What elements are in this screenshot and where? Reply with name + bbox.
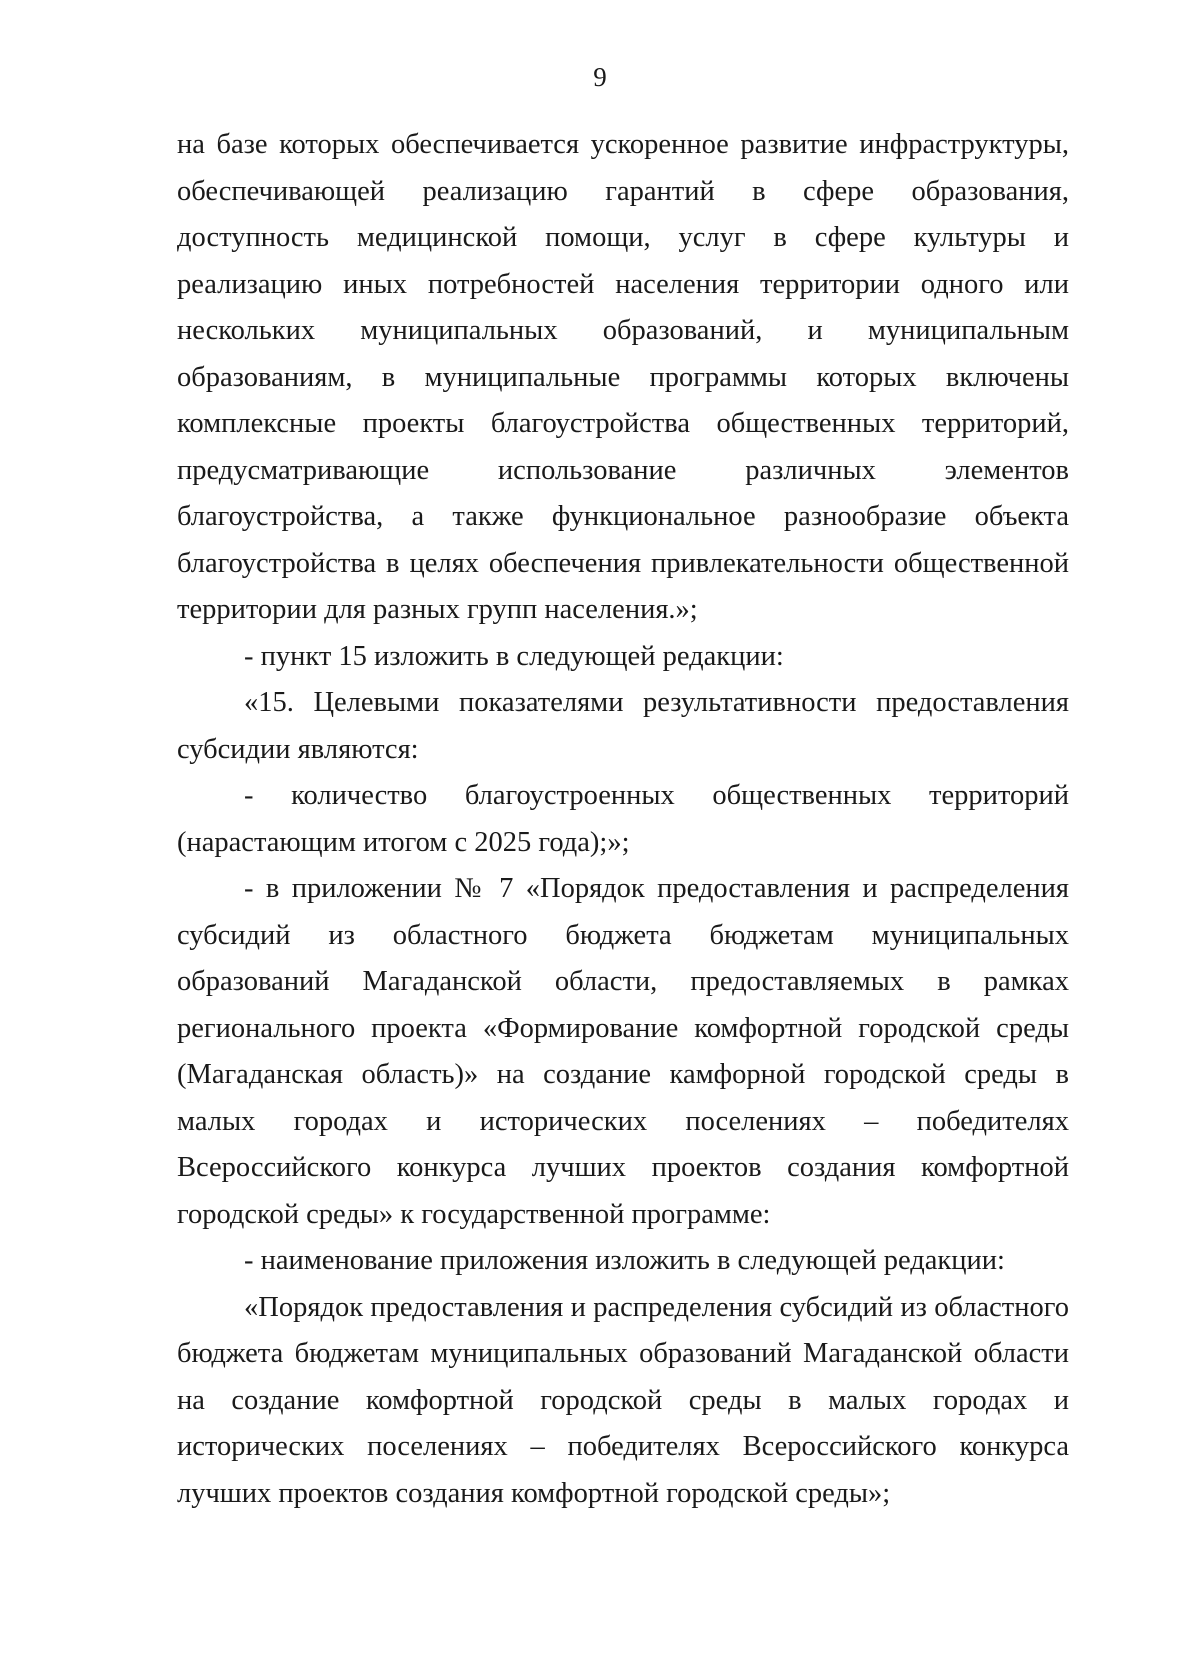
paragraph-continuation: на базе которых обеспечивается ускоренное развитие инфраструктуры, обеспечивающей реализацию гарантий в сфере образования, доступность медицинской помощи, услуг в сфере культуры и реализацию иных потребностей населения территории одного или нескольких муниципальных образований, и муниципальным образованиям, в муниципальные программы которых включены комплексные проекты благоустройства общественных территорий, предусматривающие использование различных элементов благоустройства, а также функциональное разнообразие объекта благоустройства в целях обеспечения привлекательности общественной территории для разных групп населения.»; [177, 129, 1069, 625]
paragraph-item-15-text: «15. Целевыми показателями результативности предоставления субсидии являются: [177, 687, 1069, 765]
paragraph-appendix-7: - в приложении № 7 «Порядок предоставления и распределения субсидий из областного бюджета бюджетам муниципальных образований Магаданской области, предоставляемых в рамках регионального проекта «Формирование комфортной городской среды (Магаданская область)» на создание камфорной городской среды в малых городах и исторических поселениях – победителях Всероссийского конкурса лучших проектов создания комфортной городской среды» к государственной программе: [177, 873, 1069, 1230]
paragraph-new-title: «Порядок предоставления и распределения субсидий из областного бюджета бюджетам муниципальных образований Магаданской области на создание комфортной городской среды в малых городах и исторических поселениях – победителях Всероссийского конкурса лучших проектов создания комфортной городской среды»; [177, 1291, 1069, 1509]
paragraph-indicator: - количество благоустроенных общественных территорий (нарастающим итогом с 2025 года);»; [177, 780, 1069, 858]
document-body [177, 122, 1069, 1517]
paragraph-title-instruction: - наименование приложения изложить в следующей редакции: [244, 1245, 1005, 1276]
paragraph-item-15-instruction: - пункт 15 изложить в следующей редакции: [244, 640, 784, 672]
page-number: 9 [593, 62, 607, 92]
